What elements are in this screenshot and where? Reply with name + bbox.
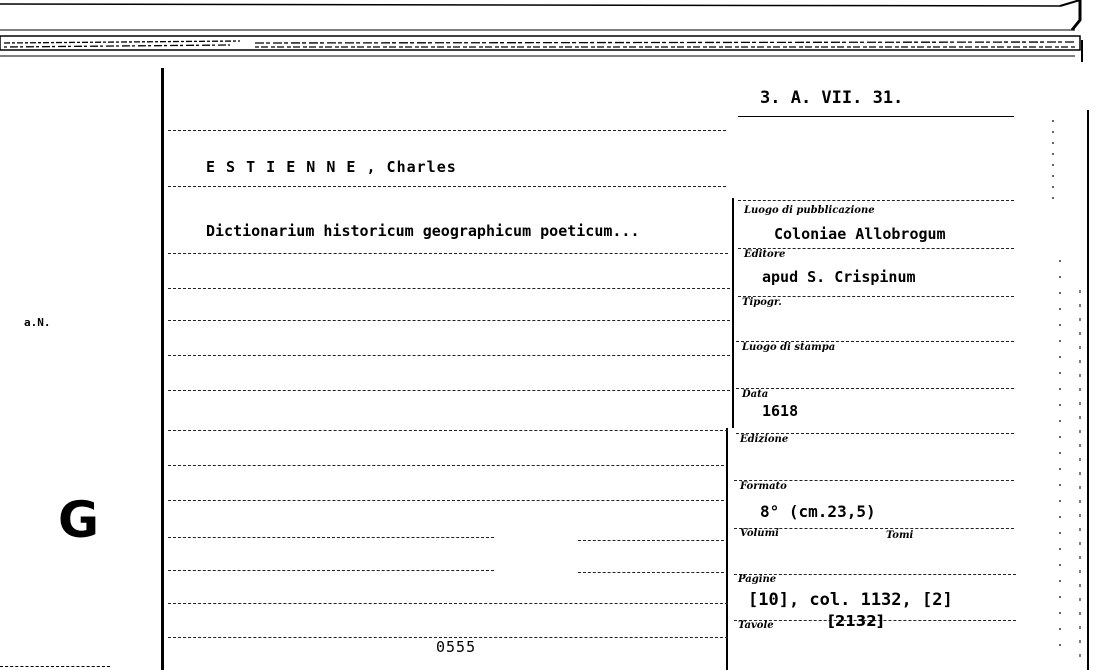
scan-border-bottom (0, 666, 110, 667)
field-line (734, 574, 1016, 575)
printer-label: Tipogr. (742, 297, 782, 308)
tomes-label: Tomi (886, 530, 914, 541)
place-value: Coloniae Allobrogum (774, 225, 946, 243)
card-line (168, 603, 728, 604)
shelfmark-underline (738, 116, 1014, 117)
format-label: Formato (740, 481, 787, 492)
date-label: Data (742, 389, 769, 400)
fields-column-rule-lower (726, 428, 728, 670)
card-line (168, 130, 726, 131)
shelfmark: 3. A. VII. 31. (760, 88, 904, 108)
print-place-label: Luogo di stampa (742, 342, 836, 353)
margin-note: a.N. (24, 316, 51, 329)
publisher-value: apud S. Crispinum (762, 268, 916, 286)
place-label: Luogo di pubblicazione (744, 205, 875, 216)
card-line (168, 320, 730, 321)
card-line (168, 537, 494, 538)
card-line (578, 572, 724, 573)
title-text: Dictionarium historicum geographicum poeticum... (206, 222, 640, 240)
stamp-number: 0555 (436, 638, 477, 656)
classification-letter: G (58, 491, 100, 549)
card-line (578, 540, 724, 541)
plates-value: [2132] (828, 612, 884, 630)
pages-value: [10], col. 1132, [2] (748, 590, 953, 610)
card-line (168, 390, 730, 391)
card-line (168, 570, 494, 571)
card-line (168, 465, 724, 466)
format-value: 8° (cm.23,5) (760, 502, 876, 521)
publisher-label: Editore (744, 249, 786, 260)
date-value: 1618 (762, 402, 799, 420)
card-margin-rule (161, 68, 164, 670)
scan-edge-speckle (1040, 110, 1100, 670)
scan-border-top (0, 0, 1117, 62)
card-line (168, 186, 726, 187)
fields-column-rule (732, 198, 734, 428)
card-line (168, 500, 724, 501)
field-line (736, 388, 1014, 389)
card-line (168, 355, 730, 356)
card-line (168, 288, 730, 289)
card-line (168, 253, 728, 254)
volumes-label: Volumi (740, 528, 779, 539)
card-line (168, 430, 728, 431)
plates-label: Tavole (738, 620, 774, 631)
author-heading: E S T I E N N E , Charles (206, 158, 457, 176)
pages-label: Pagine (738, 574, 777, 585)
edition-label: Edizione (740, 434, 789, 445)
field-line (738, 200, 1014, 201)
